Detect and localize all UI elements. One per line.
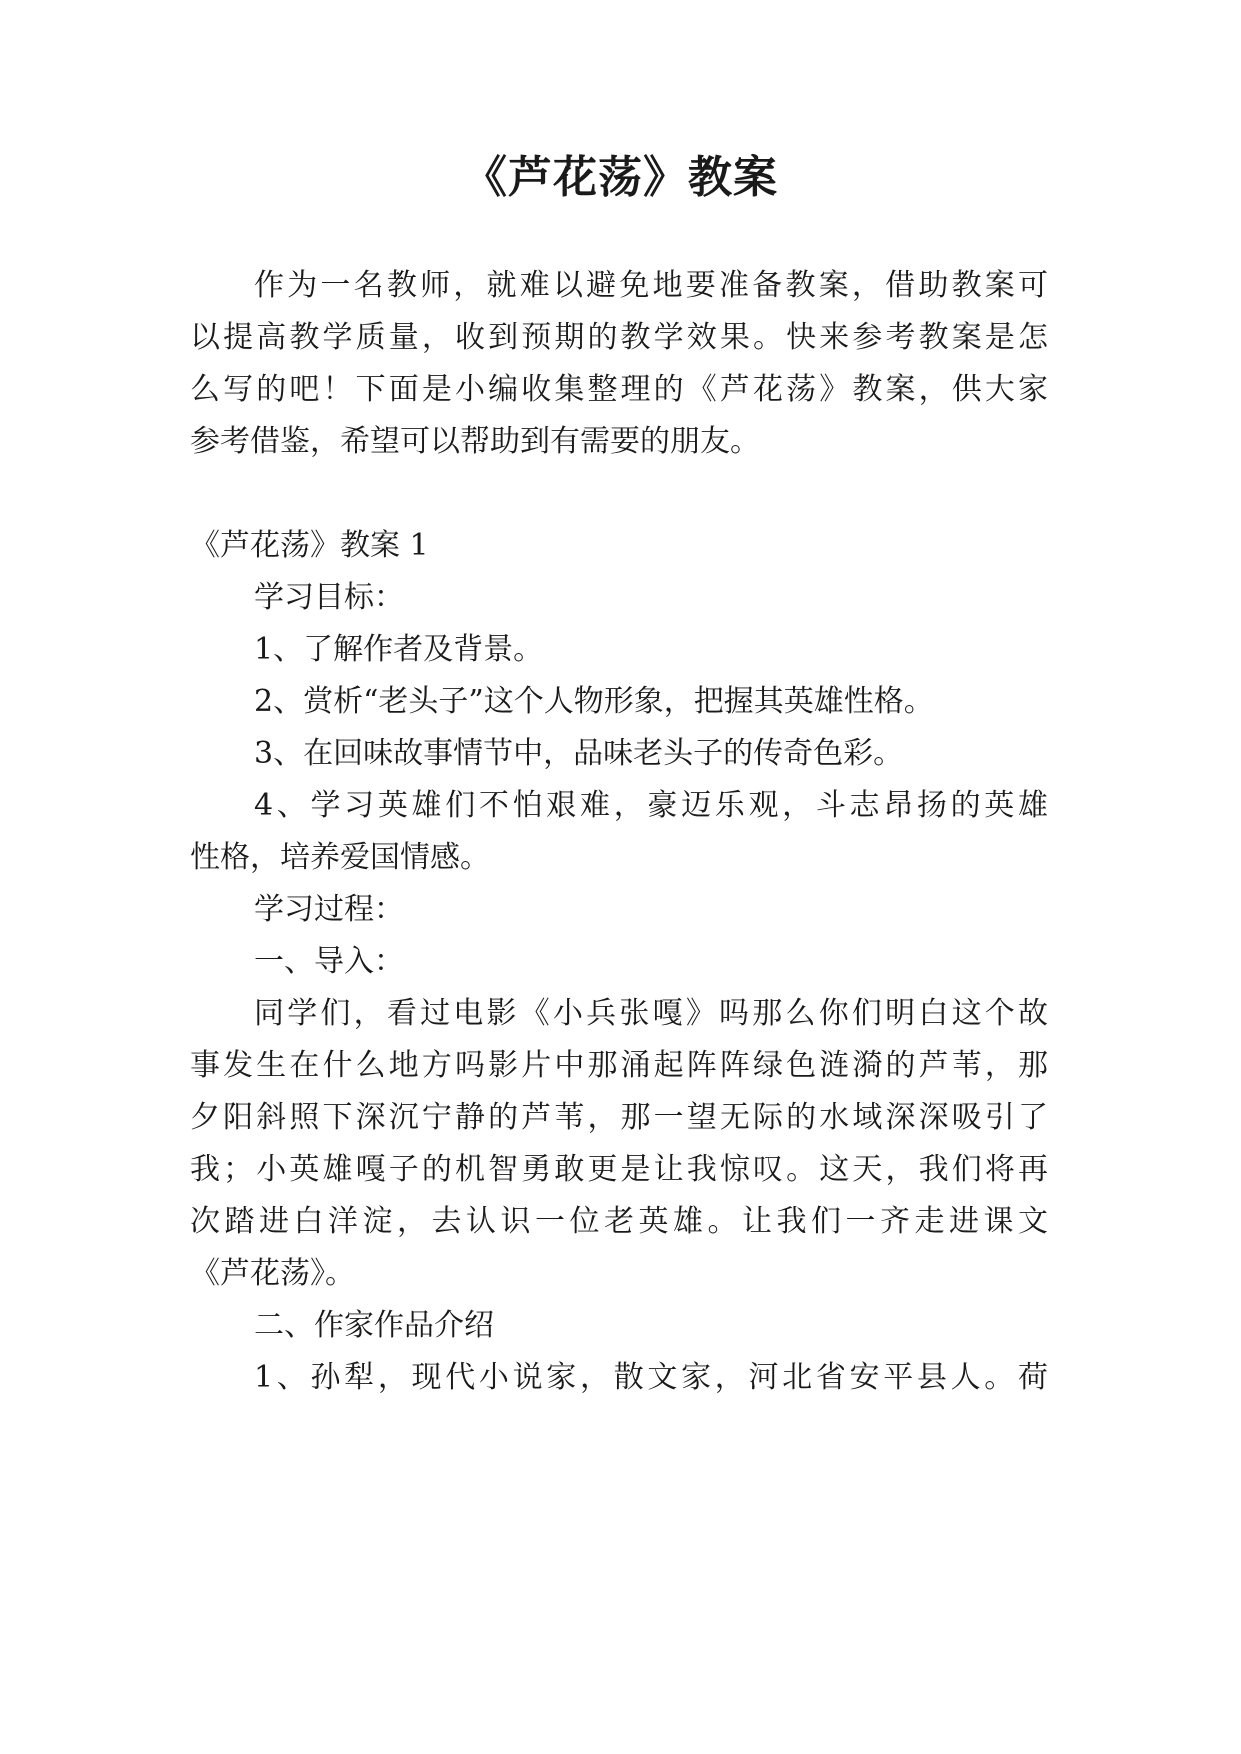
document-title: 《芦花荡》教案: [463, 152, 778, 203]
goal-item-4: 4、学习英雄们不怕艰难，豪迈乐观，斗志昂扬的英雄: [254, 788, 1048, 823]
goals-heading: 学习目标：: [254, 580, 404, 615]
body-line-1: 同学们，看过电影《小兵张嘎》吗那么你们明白这个故: [254, 996, 1048, 1031]
intro-line-2: 以提高教学质量，收到预期的教学效果。快来参考教案是怎: [190, 320, 1048, 355]
intro-line-1: 作为一名教师，就难以避免地要准备教案，借助教案可: [254, 268, 1048, 303]
intro-line-3: 么写的吧！下面是小编收集整理的《芦花荡》教案，供大家: [190, 372, 1048, 407]
body-line-5: 次踏进白洋淀，去认识一位老英雄。让我们一齐走进课文: [190, 1204, 1048, 1239]
intro-line-4: 参考借鉴，希望可以帮助到有需要的朋友。: [190, 424, 760, 459]
section-heading: 《芦花荡》教案 1: [190, 528, 429, 563]
goal-item-3: 3、在回味故事情节中，品味老头子的传奇色彩。: [254, 736, 904, 771]
goal-item-1: 1、了解作者及背景。: [254, 632, 544, 667]
goal-item-2: 2、赏析“老头子”这个人物形象，把握其英雄性格。: [254, 684, 934, 719]
body-line-2: 事发生在什么地方吗影片中那涌起阵阵绿色涟漪的芦苇，那: [190, 1048, 1048, 1083]
body-line-4: 我；小英雄嘎子的机智勇敢更是让我惊叹。这天，我们将再: [190, 1152, 1048, 1187]
step-two-heading: 二、作家作品介绍: [254, 1308, 494, 1343]
body-line-6: 《芦花荡》。: [190, 1256, 355, 1291]
goal-item-4-cont: 性格，培养爱国情感。: [190, 840, 490, 875]
step-one-heading: 一、导入：: [254, 944, 404, 979]
author-line-1: 1、孙犁，现代小说家，散文家，河北省安平县人。荷: [254, 1360, 1048, 1395]
process-heading: 学习过程：: [254, 892, 404, 927]
body-line-3: 夕阳斜照下深沉宁静的芦苇，那一望无际的水域深深吸引了: [190, 1100, 1048, 1135]
